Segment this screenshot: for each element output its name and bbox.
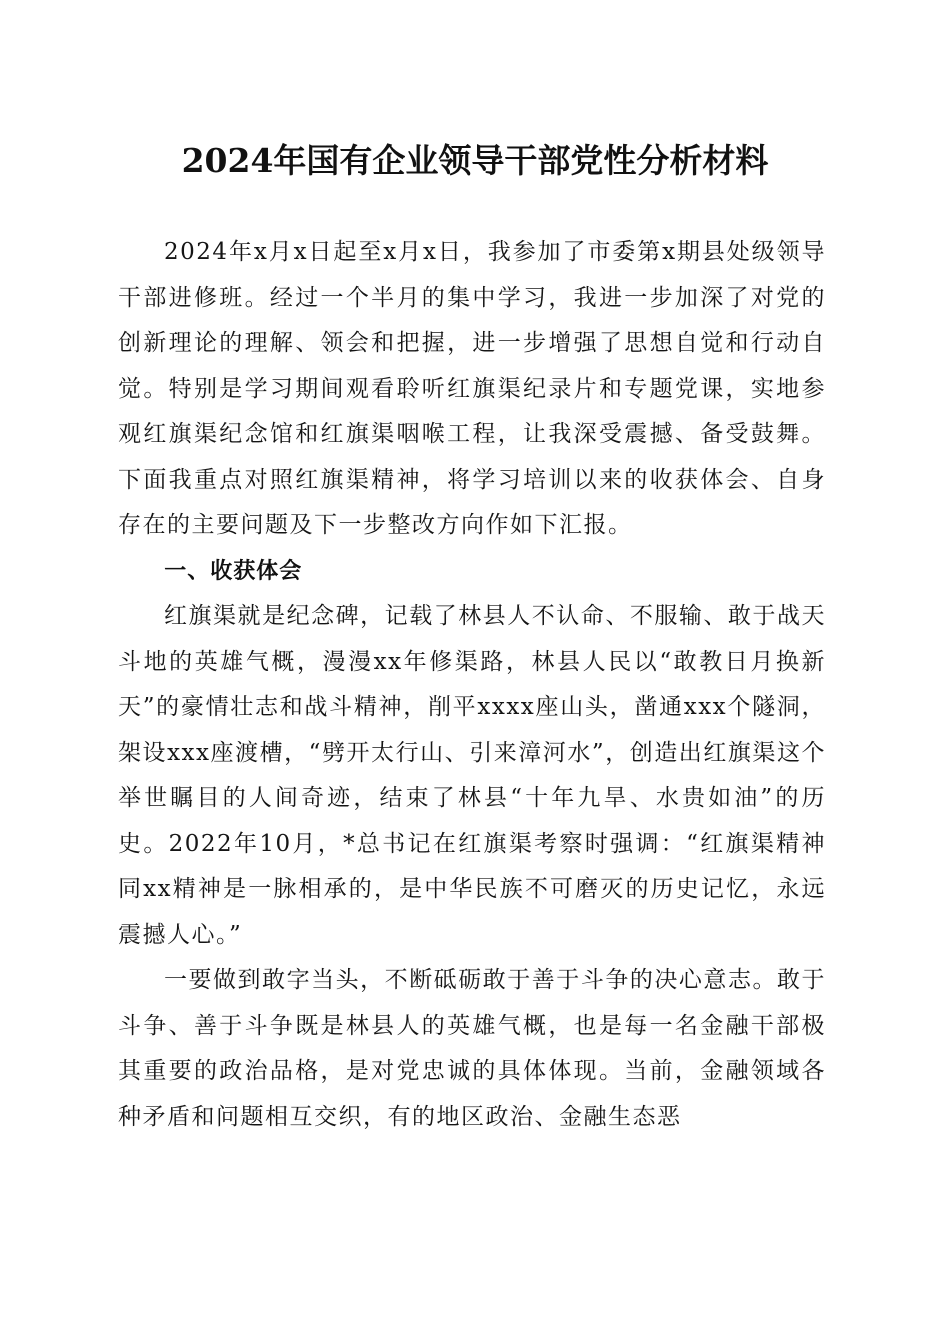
document-body bbox=[118, 230, 826, 1140]
section-1-paragraph-2: 一要做到敢字当头，不断砥砺敢于善于斗争的决心意志。敢于斗争、善于斗争既是林县人的英雄气概，也是每一名金融干部极其重要的政治品格，是对党忠诚的具体体现。当前，金融领域各种矛盾和问题相互交织，有的地区政治、金融生态恶 bbox=[118, 967, 826, 1130]
document-title: 2024年国有企业领导干部党性分析材料 bbox=[181, 141, 769, 180]
section-heading-harvest: 一、收获体会 bbox=[164, 558, 303, 584]
intro-paragraph: 2024年x月x日起至x月x日，我参加了市委第x期县处级领导干部进修班。经过一个半月的集中学习，我进一步加深了对党的创新理论的理解、领会和把握，进一步增强了思想自觉和行动自觉。特别是学习期间观看聆听红旗渠纪录片和专题党课，实地参观红旗渠纪念馆和红旗渠咽喉工程，让我深受震撼、备受鼓舞。下面我重点对照红旗渠精神，将学习培训以来的收获体会、自身存在的主要问题及下一步整改方向作如下汇报。 bbox=[118, 239, 826, 538]
section-1-paragraph-1: 红旗渠就是纪念碑，记载了林县人不认命、不服输、敢于战天斗地的英雄气概，漫漫xx年修渠路，林县人民以“敢教日月换新天”的豪情壮志和战斗精神，削平xxxx座山头，凿通xxx个隧洞，架设xxx座渡槽，“劈开太行山、引来漳河水”，创造出红旗渠这个举世瞩目的人间奇迹，结束了林县“十年九旱、水贵如油”的历史。2022年10月，*总书记在红旗渠考察时强调：“红旗渠精神同xx精神是一脉相承的，是中华民族不可磨灭的历史记忆，永远震撼人心。” bbox=[118, 603, 826, 948]
